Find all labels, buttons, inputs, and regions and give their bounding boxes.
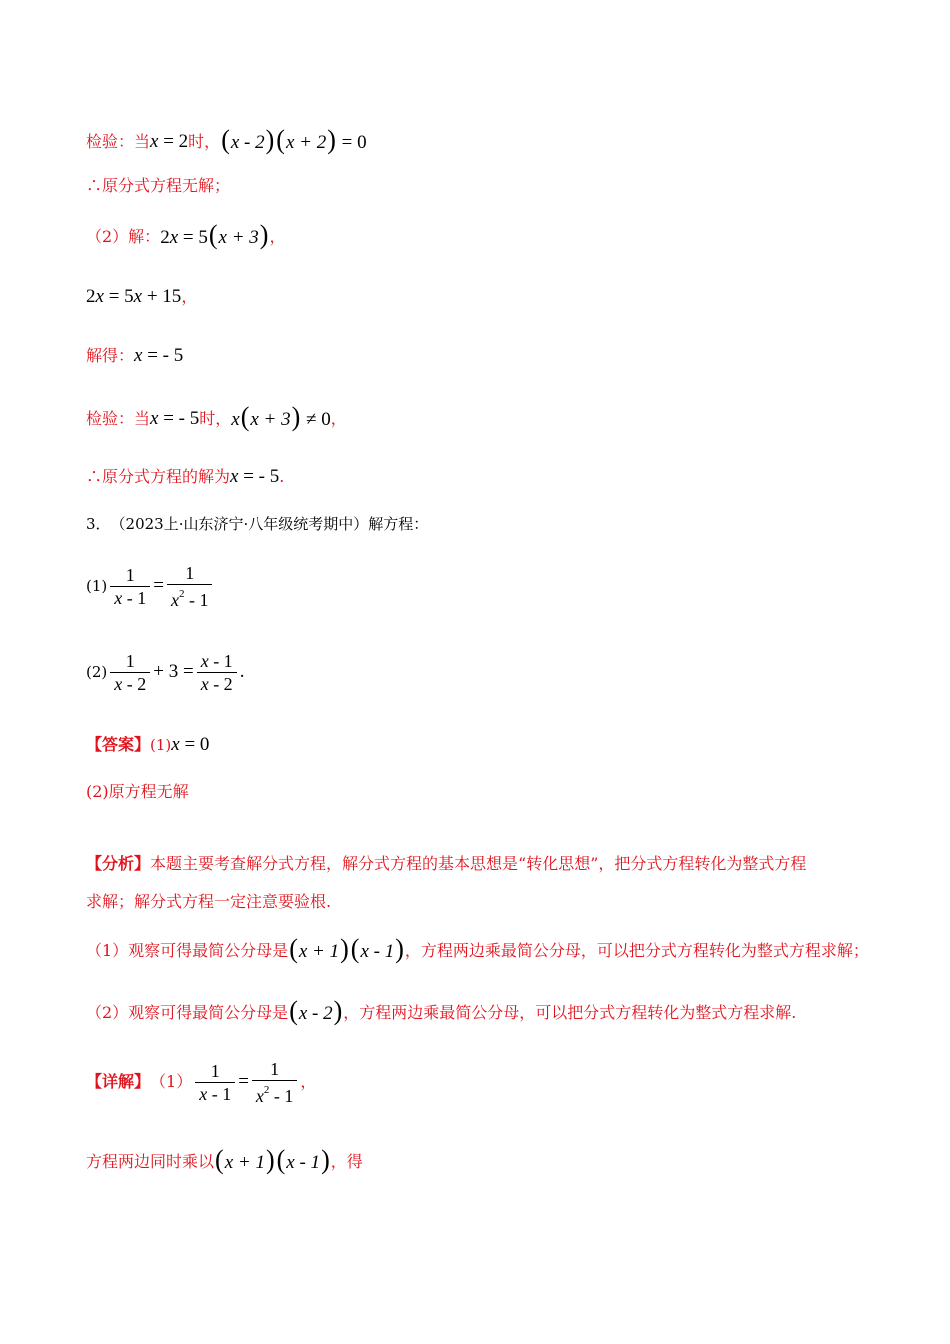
answer-a1-val: = 0 [179,734,210,755]
detail-mult-b: ，得 [330,1151,363,1171]
analysis-text-1: 本题主要考查解分式方程，解分式方程的基本思想是“转化思想”，把分式方程转化为整式方程 [150,854,807,873]
q-p2-dot: . [239,661,245,682]
analysis-line-2: 求解；解分式方程一定注意要验根. [86,892,332,911]
part2-comma: ， [269,226,286,246]
check2-inner: x + 3 [250,409,291,430]
check2-val: = - 5 [158,407,200,429]
q-p1-eq: = [153,575,164,596]
conclusion2-val: = - 5 [238,466,280,487]
check-line-2: 检验：当 x = - 5 时， x(x + 3) ≠ 0 ， [86,401,347,432]
detail-comma: ， [300,1072,317,1091]
answer-a1: (1) [150,736,172,754]
q-p2-frac1: $\frac{1}{x - 2}$ [110,650,150,695]
conclusion2-dot: . [279,467,285,486]
answer-line-1: 【答案】 (1) x = 0 [86,734,210,755]
check1-when: 时， [188,131,221,151]
analysis-item2-e: x - 2 [298,1003,333,1024]
q-p1-label: (1) [86,577,108,595]
analysis-item1-e2: x - 1 [360,941,395,962]
detail-frac2: $\frac{1}{x^2 - 1}$ [252,1058,298,1107]
question-source: （2023上·山东济宁·八年级统考期中）解方程： [110,515,429,533]
part2-eq-inner: x + 3 [218,227,259,248]
check1-label: 检验：当 [86,131,151,151]
detail-label: （1） [150,1072,193,1091]
detail-eq: = [238,1071,249,1092]
check1-expr1: x - 2 [230,132,265,153]
question-number: 3． [86,515,111,533]
step2-line: 2x = 5x + 15 ， [86,286,198,307]
q-p1-frac1: $\frac{1}{x - 1}$ [110,564,150,609]
detail-mult-a: 方程两边同时乘以 [86,1151,215,1171]
conclusion-2: ∴原分式方程的解为 x = - 5 . [86,466,285,487]
answer-tag: 【答案】 [86,735,151,754]
question-3-header [86,513,428,535]
answer-line-2: (2)原方程无解 [86,782,189,801]
analysis-item2-b: ，方程两边乘最简公分母，可以把分式方程转化为整式方程求解. [343,1002,797,1022]
check2-comma: ， [330,408,347,428]
detail-mult-e1: x + 1 [224,1152,265,1173]
detail-tag: 【详解】 [86,1072,151,1091]
conclusion2-text: ∴原分式方程的解为 [86,467,231,486]
analysis-item1-b: ，方程两边乘最简公分母，可以把分式方程转化为整式方程求解； [404,940,869,960]
q-p2-frac2: $\frac{x - 1}{x - 2}$ [197,650,237,695]
q-p2-plus: + 3 = [153,661,194,682]
analysis-item1-a: （1）观察可得最简公分母是 [86,940,289,960]
check1-result: = 0 [336,132,367,153]
q-p2-label: (2) [86,663,108,681]
check1-expr2: x + 2 [285,132,327,153]
q-p1-frac2: $\frac{1}{x^2 - 1}$ [167,562,213,611]
check-line-1: 检验：当 x = 2 时， (x - 2)(x + 2) = 0 [86,124,367,155]
check1-var: x [150,130,159,152]
detail-mult-line: 方程两边同时乘以 (x + 1)(x - 1) ，得 [86,1144,363,1175]
question-part-2 [86,648,244,696]
question-part-1 [86,562,215,610]
step2-mid: = 5 [103,286,134,307]
detail-line [86,1058,316,1106]
analysis-item2-a: （2）观察可得最简公分母是 [86,1002,289,1022]
step2-right: + 15 [142,286,182,307]
analysis-item-1: （1）观察可得最简公分母是 (x + 1)(x - 1) ，方程两边乘最简公分母，可以把分式方程转化为整式方程求解； [86,933,869,964]
detail-frac1: $\frac{1}{x - 1}$ [195,1060,235,1105]
check2-neq: ≠ 0 [301,409,331,430]
check1-eq: = 2 [158,130,189,152]
analysis-tag: 【分析】 [86,854,151,873]
check2-when: 时， [199,408,232,428]
detail-mult-e2: x - 1 [286,1152,321,1173]
part2-label: （2）解： [86,226,161,246]
conclusion-1: ∴原分式方程无解； [86,176,231,195]
solve-val: = - 5 [142,345,184,366]
analysis-item-2: （2）观察可得最简公分母是 (x - 2) ，方程两边乘最简公分母，可以把分式方程转化为整式方程求解. [86,995,797,1026]
solve-line: 解得： x = - 5 [86,345,184,366]
solve-label: 解得： [86,346,135,365]
step2-comma: ， [181,287,198,306]
check2-label: 检验：当 [86,408,151,428]
part2-eq-left: 2 [160,227,170,248]
analysis-item1-e1: x + 1 [298,941,340,962]
part2-line: （2）解： 2x = 5(x + 3) ， [86,219,286,250]
analysis-line-1 [86,853,806,875]
step2-left: 2 [86,286,96,307]
part2-eq-mid: = 5 [178,227,208,248]
